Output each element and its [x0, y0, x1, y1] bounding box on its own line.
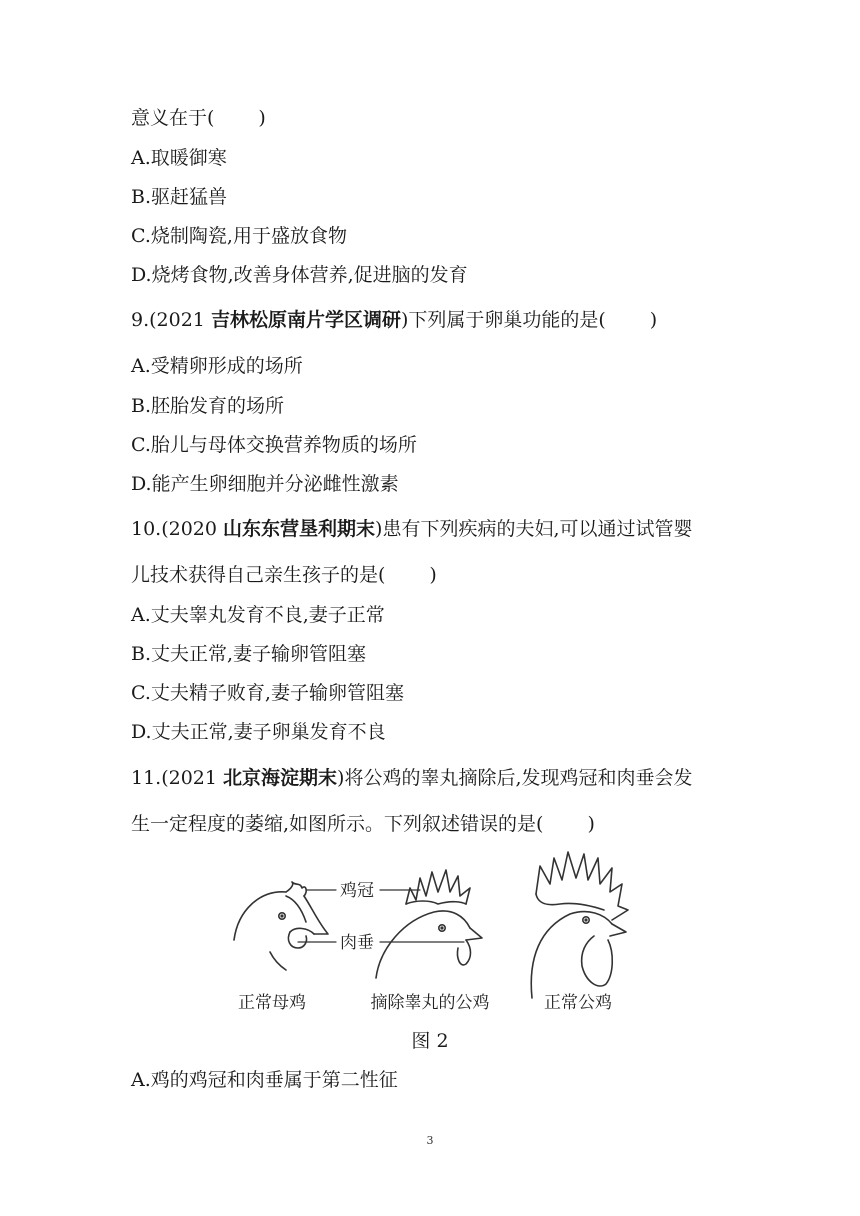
q8-option-d: D.烧烤食物,改善身体营养,促进脑的发育: [131, 264, 468, 286]
q11-stem: 11.(2021 北京海淀期末)将公鸡的睾丸摘除后,发现鸡冠和肉垂会发: [131, 767, 693, 789]
q10-stem: 10.(2020 山东东营垦利期末)患有下列疾病的夫妇,可以通过试管婴: [131, 518, 693, 540]
figure-title: 图 2: [411, 1030, 449, 1052]
q10-option-b: B.丈夫正常,妻子输卵管阻塞: [131, 643, 367, 665]
q10-option-a: A.丈夫睾丸发育不良,妻子正常: [131, 604, 385, 626]
q10-option-d: D.丈夫正常,妻子卵巢发育不良: [131, 721, 386, 743]
caption-normal-rooster: 正常公鸡: [544, 993, 612, 1013]
q8-option-c: C.烧制陶瓷,用于盛放食物: [131, 225, 347, 247]
q9-source: 吉林松原南片学区调研: [210, 309, 401, 331]
q9-option-c: C.胎儿与母体交换营养物质的场所: [131, 434, 417, 456]
q10-stem-line2: 儿技术获得自己亲生孩子的是( ): [131, 564, 437, 586]
page-number: 3: [426, 1134, 434, 1147]
q8-option-b: B.驱赶猛兽: [131, 186, 228, 208]
q11-option-a: A.鸡的鸡冠和肉垂属于第二性征: [131, 1069, 398, 1091]
q9-stem: 9.(2021 吉林松原南片学区调研)下列属于卵巢功能的是( ): [131, 309, 658, 331]
q8-stem: 意义在于( ): [131, 107, 266, 129]
q10-source: 山东东营垦利期末: [223, 518, 376, 540]
comb-label: 鸡冠: [340, 881, 374, 901]
q11-source: 北京海淀期末: [223, 767, 338, 789]
q10-option-c: C.丈夫精子败育,妻子输卵管阻塞: [131, 682, 404, 704]
caption-castrated-rooster: 摘除睾丸的公鸡: [370, 993, 490, 1013]
caption-normal-hen: 正常母鸡: [238, 993, 306, 1013]
q9-option-d: D.能产生卵细胞并分泌雌性激素: [131, 473, 399, 495]
q8-option-a: A.取暖御寒: [131, 147, 227, 169]
rooster-head-drawing: [531, 852, 628, 998]
q9-option-b: B.胚胎发育的场所: [131, 395, 285, 417]
chicken-heads-figure: [220, 848, 640, 1023]
castrated-rooster-head-drawing: [376, 870, 482, 978]
q11-stem-line2: 生一定程度的萎缩,如图所示。下列叙述错误的是( ): [131, 813, 595, 835]
hen-head-drawing: [234, 882, 328, 970]
wattle-label: 肉垂: [340, 933, 374, 953]
q9-option-a: A.受精卵形成的场所: [131, 355, 303, 377]
